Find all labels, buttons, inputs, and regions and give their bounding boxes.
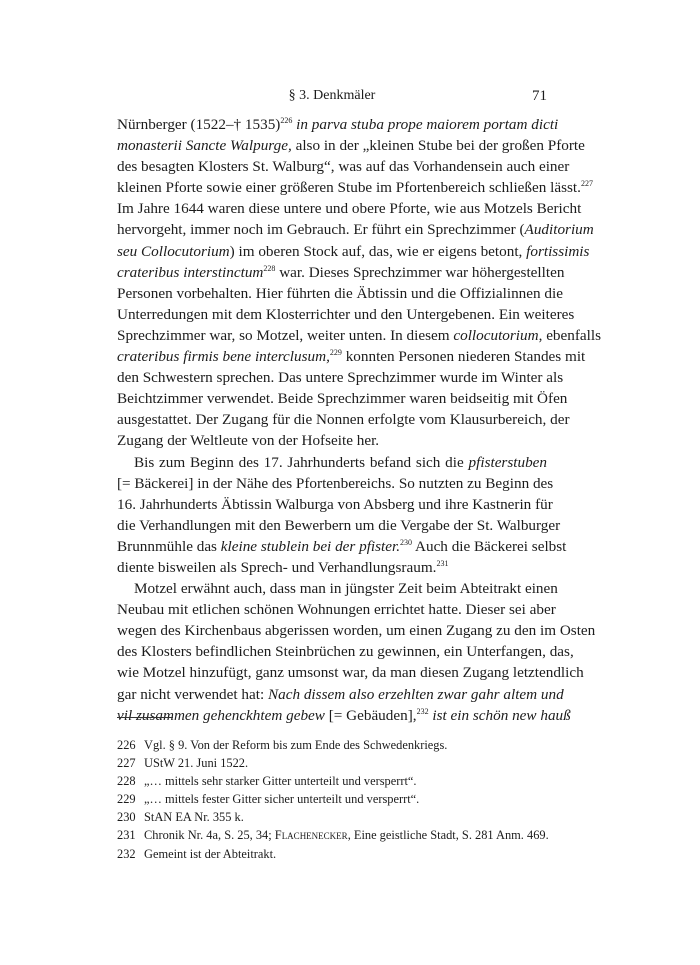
italic-text: monasterii Sancte Walpurge, — [117, 137, 292, 155]
text-run: Motzel erwähnt auch, dass man in jüngster Zeit beim Abteitrakt einen — [134, 580, 558, 598]
footnote-ref: 227 — [580, 179, 593, 189]
footnote — [117, 772, 557, 790]
text-line — [117, 641, 574, 662]
text-run: Personen vorbehalten. Hier führten die Äbtissin und die Offizialinnen die — [117, 284, 563, 302]
text-run: den Schwestern sprechen. Das untere Sprechzimmer wurde im Winter als — [117, 369, 564, 387]
text-run: hervorgeht, immer noch im Gebrauch. Er führt ein Sprechzimmer ( — [117, 221, 525, 239]
text-run: des Klosters befindlichen Steinbrüchen zu gewinnen, ein Unterfangen, das, — [117, 643, 574, 661]
text-run: konnten Personen niederen Standes mit — [341, 348, 586, 366]
footnote-ref: 231 — [436, 558, 449, 568]
italic-text: crateribus interstinctum — [117, 263, 264, 281]
text-run: Beichtzimmer verwendet. Beide Sprechzimmer waren beidseitig mit Öfen — [117, 390, 568, 408]
text-line — [117, 304, 575, 325]
italic-text: pfisterstuben — [468, 453, 547, 471]
text-line — [117, 388, 568, 409]
text-run: Bis zum Beginn des 17. Jahrhunderts befand sich die — [134, 453, 469, 471]
text-run: [= Bäckerei] in der Nähe des Pfortenbereichs. So nutzten zu Beginn des — [117, 474, 554, 492]
text-run: „… mittels sehr starker Gitter unterteilt und versperrt“. — [144, 774, 417, 789]
text-line — [117, 198, 582, 219]
text-run: 16. Jahrhunderts Äbtissin Walburga von Absberg und ihre Kastnerin für — [117, 495, 553, 513]
text-line — [117, 578, 558, 599]
text-run: Nürnberger (1522–† 1535) — [117, 116, 281, 133]
italic-text: vil zusammen gehenckhtem gebew — [117, 706, 325, 724]
text-line — [117, 177, 593, 198]
text-line — [117, 515, 561, 536]
text-run: Neubau mit etlichen schönen Wohnungen errichtet hatte. Dieser sei aber — [117, 601, 556, 619]
text-line — [117, 473, 554, 494]
text-line — [117, 662, 584, 683]
text-line — [117, 409, 570, 430]
footnote — [117, 754, 557, 772]
text-run: StAN EA Nr. 355 k. — [144, 810, 244, 825]
body-text — [117, 114, 602, 726]
text-run: diente bisweilen als Sprech- und Verhandlungsraum. — [117, 558, 437, 576]
footnote — [117, 826, 557, 844]
text-line — [117, 114, 559, 135]
text-run: Gemeint ist der Abteitrakt. — [144, 846, 277, 861]
italic-text: Auditorium — [524, 221, 594, 239]
footnote — [117, 790, 557, 808]
footnote-number: 227 — [117, 756, 136, 771]
text-run: , Eine geistliche Stadt, S. 281 Anm. 469. — [347, 828, 549, 843]
text-line — [117, 620, 596, 641]
smallcaps-text: Flachenecker — [274, 828, 348, 843]
italic-text: seu Collocutorium — [117, 242, 230, 260]
footnote — [117, 736, 557, 754]
running-head-title: § 3. Denkmäler — [288, 88, 376, 103]
text-run: Auch die Bäckerei selbst — [412, 537, 567, 555]
footnote-ref: 230 — [400, 537, 413, 547]
text-run: des besagten Klosters St. Walburg“, was auf das Vorhandensein auch einer — [117, 158, 570, 176]
text-line — [117, 241, 590, 262]
footnote — [117, 808, 557, 826]
text-line — [117, 325, 602, 346]
text-run: also in der „kleinen Stube bei der großen Pforte — [291, 137, 585, 155]
text-line — [117, 346, 586, 367]
text-run: wie Motzel hinzufügt, ganz umsonst war, da man diesen Zugang letztendlich — [117, 664, 584, 682]
footnote-number: 228 — [117, 774, 136, 789]
italic-text: ist ein schön new hauß — [432, 706, 571, 724]
text-run: Chronik Nr. 4a, S. 25, 34; — [144, 828, 275, 843]
italic-text: Nach dissem also erzehlten zwar gahr altem und — [267, 685, 564, 703]
footnote-ref: 232 — [416, 706, 429, 716]
text-run: ) im oberen Stock auf, das, wie er eigens betont, — [229, 242, 527, 260]
text-run: wegen des Kirchenbaus abgerissen worden, um einen Zugang zu den im Osten — [117, 622, 596, 640]
page-number: 71 — [532, 88, 547, 104]
footnote-separator — [117, 717, 173, 718]
footnote-number: 226 — [117, 738, 136, 752]
footnote-number: 232 — [117, 846, 136, 861]
text-run: Im Jahre 1644 waren diese untere und obere Pforte, wie aus Motzels Bericht — [117, 200, 582, 218]
text-line — [117, 156, 570, 177]
text-run: „… mittels fester Gitter sicher unterteilt und versperrt“. — [144, 792, 420, 807]
footnote-number: 229 — [117, 792, 136, 807]
text-run: , ebenfalls — [538, 326, 602, 344]
text-line — [117, 135, 585, 156]
footnote-ref: 226 — [280, 116, 293, 125]
footnotes — [117, 736, 557, 863]
text-line — [117, 283, 563, 304]
text-line — [117, 367, 564, 388]
footnote-ref: 228 — [263, 263, 276, 273]
text-run: die Verhandlungen mit den Bewerbern um die Vergabe der St. Walburger — [117, 516, 561, 534]
running-head — [117, 88, 547, 108]
footnote-ref: 229 — [329, 348, 342, 358]
text-run: kleinen Pforte sowie einer größeren Stube im Pfortenbereich schließen lässt. — [117, 179, 581, 197]
footnote-number: 230 — [117, 810, 136, 825]
text-line — [117, 219, 594, 240]
text-run: Brunnmühle das — [117, 537, 221, 555]
italic-text: fortissimis — [526, 242, 590, 260]
text-run: ausgestattet. Der Zugang für die Nonnen erfolgte vom Klausurbereich, der — [117, 411, 570, 429]
text-run: gar nicht verwendet hat: — [117, 685, 268, 703]
italic-text: crateribus firmis bene interclusum, — [117, 348, 330, 366]
text-line — [117, 557, 547, 578]
text-line — [117, 705, 571, 726]
italic-text: kleine stublein bei der pfister. — [220, 537, 401, 555]
footnote-number: 231 — [117, 828, 136, 843]
text-line — [117, 430, 547, 451]
text-line — [117, 262, 565, 283]
text-line — [117, 536, 567, 557]
text-line — [117, 599, 556, 620]
italic-text: collocutorium — [453, 326, 539, 344]
text-line — [117, 494, 553, 515]
text-run: Vgl. § 9. Von der Reform bis zum Ende des Schwedenkriegs. — [144, 738, 448, 752]
text-run: [= Gebäuden], — [324, 706, 417, 724]
text-run: war. Dieses Sprechzimmer war höhergestellten — [275, 263, 565, 281]
text-run: Unterredungen mit dem Klosterrichter und den Untergebenen. Ein weiteres — [117, 305, 575, 323]
footnote — [117, 845, 557, 863]
text-line — [117, 452, 547, 473]
text-line — [117, 684, 564, 705]
text-run: Sprechzimmer war, so Motzel, weiter unten. In diesem — [117, 326, 454, 344]
text-run: Zugang der Weltleute von der Hofseite her. — [117, 432, 380, 450]
text-run: UStW 21. Juni 1522. — [144, 756, 249, 771]
italic-text: in parva stuba prope maiorem portam dicti — [296, 116, 559, 133]
